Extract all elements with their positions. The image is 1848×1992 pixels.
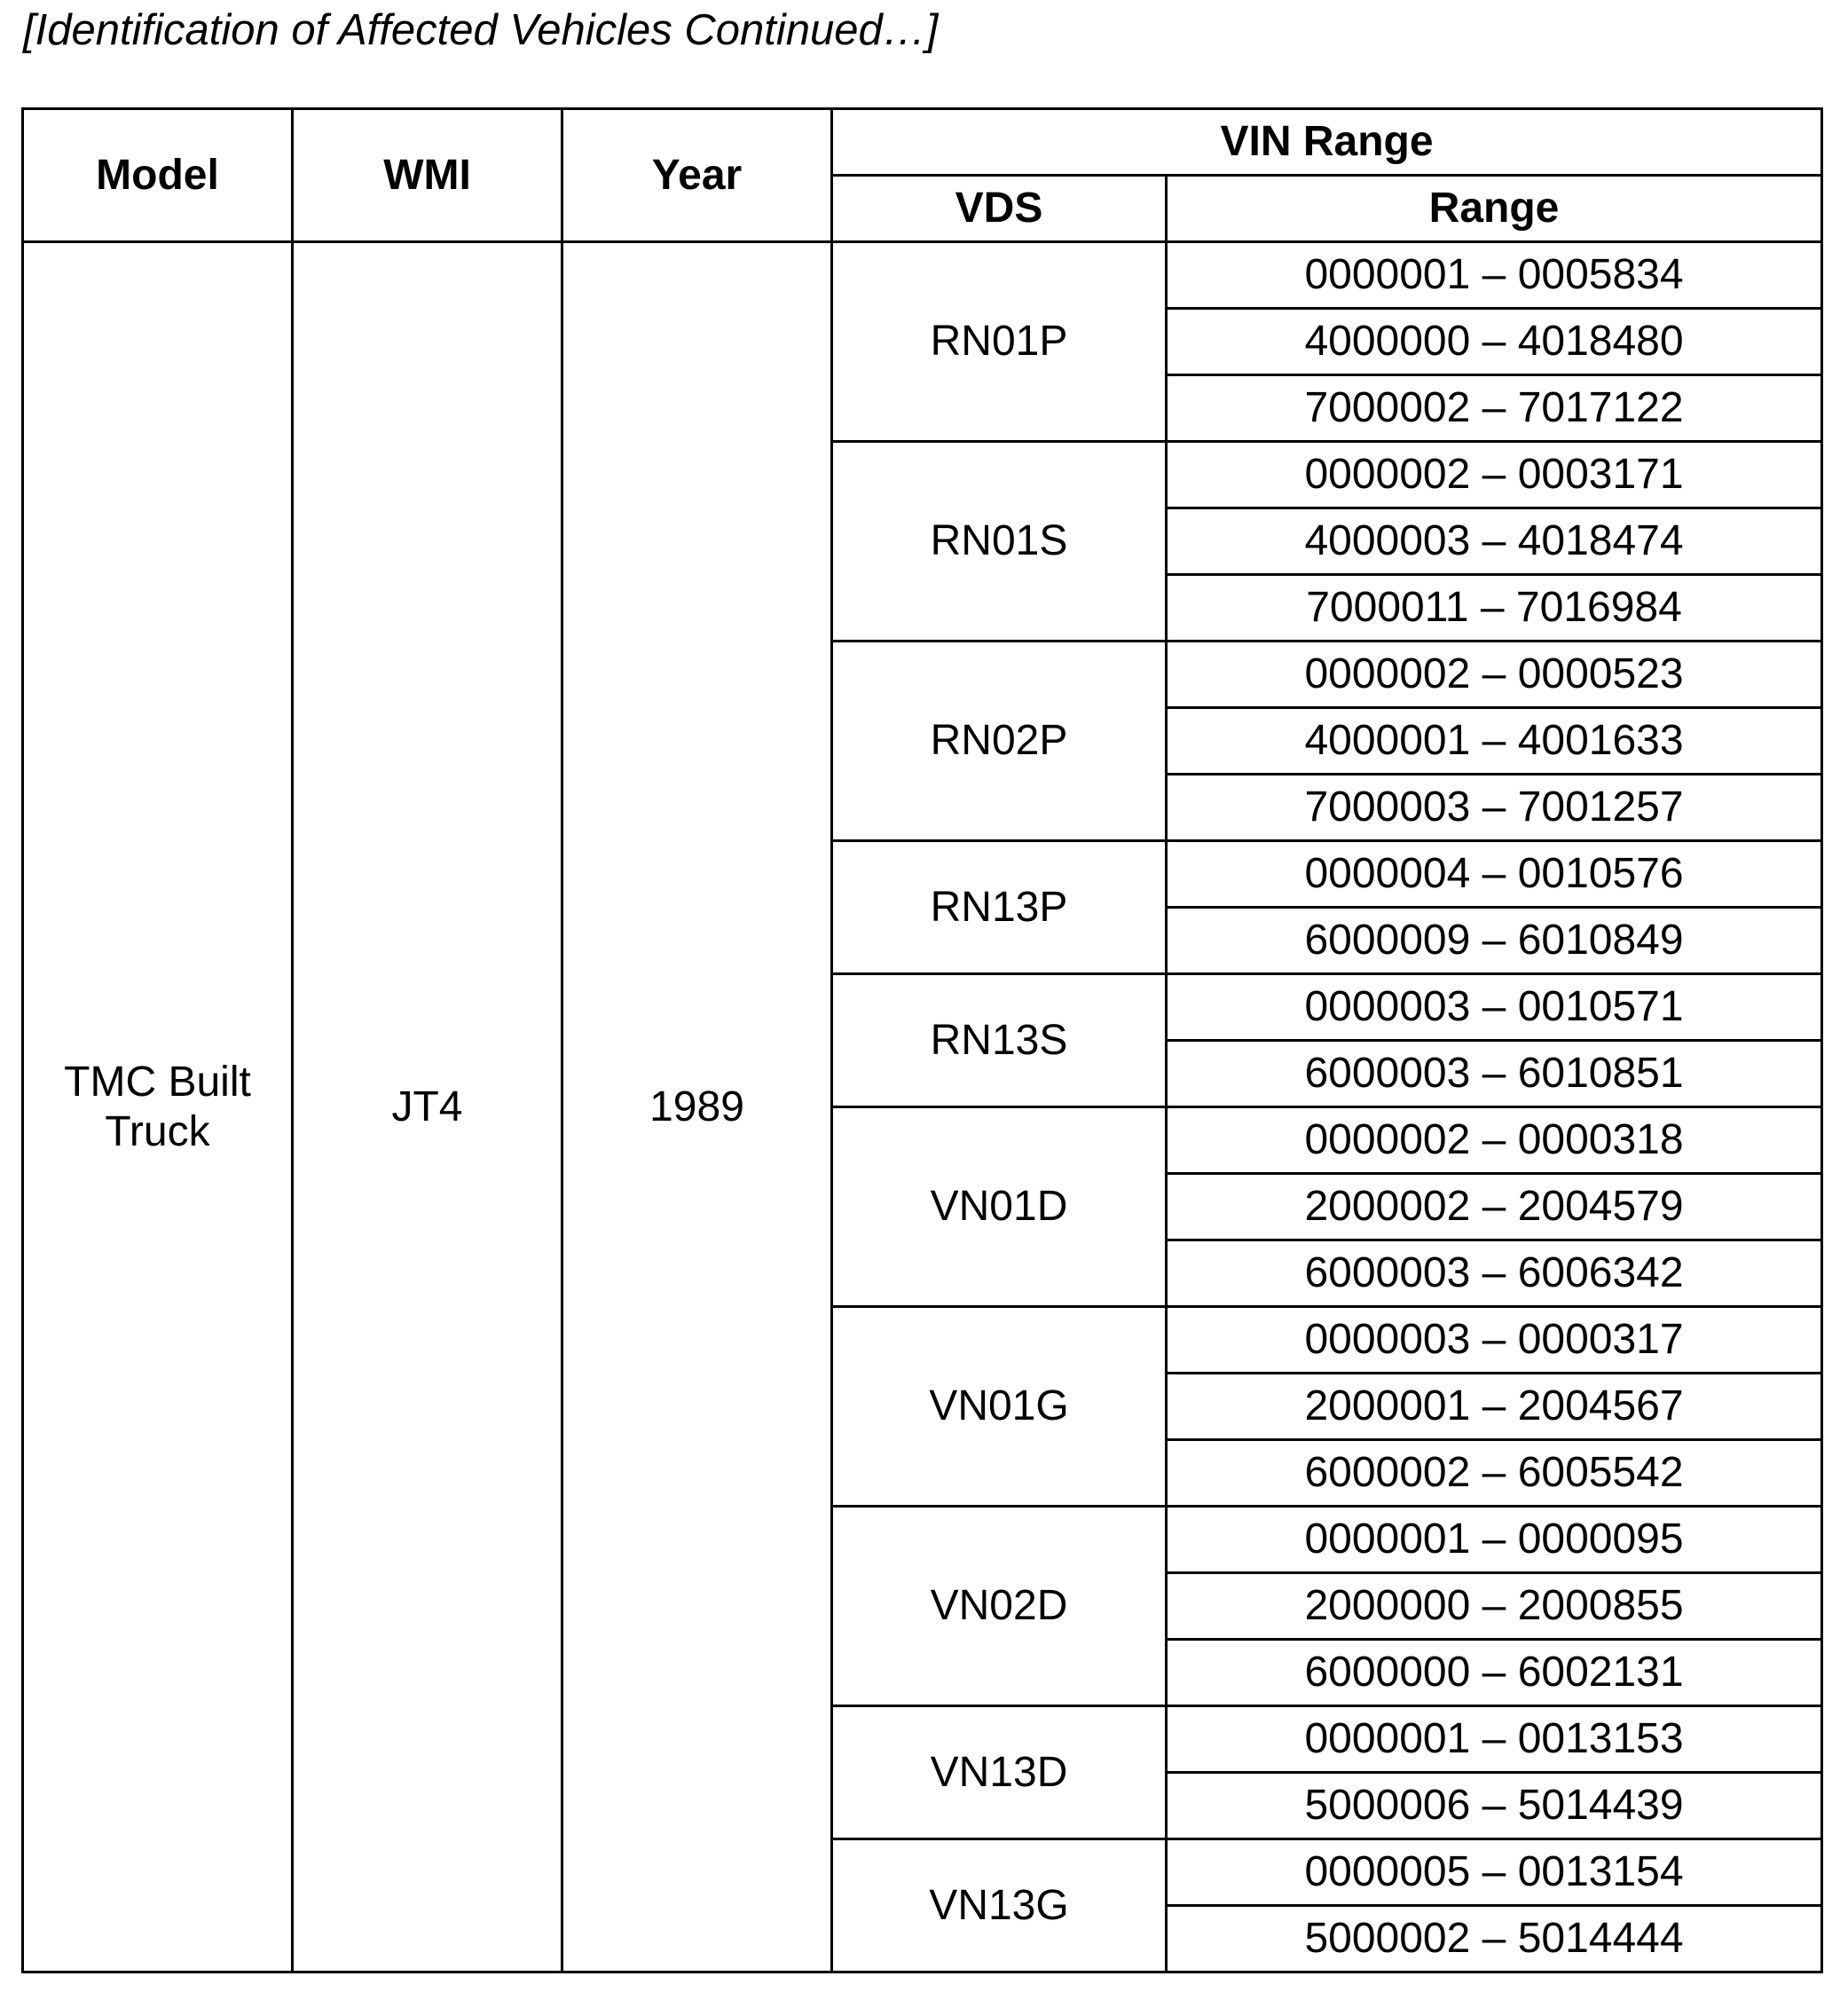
vds-cell: RN01S [832,442,1167,642]
range-cell: 4000003 – 4018474 [1167,508,1822,575]
range-cell: 0000005 – 0013154 [1167,1839,1822,1906]
range-cell: 0000002 – 0000523 [1167,642,1822,708]
vds-cell: VN02D [832,1507,1167,1706]
header-wmi: WMI [293,109,562,242]
range-cell: 7000003 – 7001257 [1167,775,1822,841]
header-year: Year [562,109,832,242]
range-cell: 6000000 – 6002131 [1167,1640,1822,1706]
range-cell: 6000003 – 6010851 [1167,1041,1822,1107]
range-cell: 2000002 – 2004579 [1167,1174,1822,1240]
continued-caption: [Identification of Affected Vehicles Continued…] [23,6,939,54]
wmi-cell: JT4 [293,242,562,1972]
range-cell: 7000011 – 7016984 [1167,575,1822,642]
range-cell: 4000000 – 4018480 [1167,309,1822,375]
range-cell: 0000001 – 0013153 [1167,1706,1822,1773]
header-row-top [23,109,1822,176]
range-cell: 0000003 – 0000317 [1167,1307,1822,1374]
vds-cell: RN13S [832,974,1167,1107]
year-cell: 1989 [562,242,832,1972]
vds-cell: VN01G [832,1307,1167,1507]
vds-cell: VN13D [832,1706,1167,1839]
range-cell: 0000001 – 0005834 [1167,242,1822,309]
vds-cell: RN13P [832,841,1167,974]
header-vds: VDS [832,176,1167,242]
header-range: Range [1167,176,1822,242]
range-cell: 5000006 – 5014439 [1167,1773,1822,1839]
table-row [23,242,1822,309]
range-cell: 2000000 – 2000855 [1167,1573,1822,1640]
vds-cell: VN13G [832,1839,1167,1972]
vds-cell: VN01D [832,1107,1167,1307]
range-cell: 6000002 – 6005542 [1167,1440,1822,1507]
table-body [23,242,1822,1972]
range-cell: 0000004 – 0010576 [1167,841,1822,908]
range-cell: 0000003 – 0010571 [1167,974,1822,1041]
affected-vehicles-table [21,107,1823,1973]
range-cell: 5000002 – 5014444 [1167,1906,1822,1972]
range-cell: 0000002 – 0000318 [1167,1107,1822,1174]
model-cell: TMC Built Truck [23,242,293,1972]
range-cell: 2000001 – 2004567 [1167,1374,1822,1440]
range-cell: 6000003 – 6006342 [1167,1240,1822,1307]
header-model: Model [23,109,293,242]
range-cell: 0000002 – 0003171 [1167,442,1822,508]
header-vin-range: VIN Range [832,109,1822,176]
range-cell: 0000001 – 0000095 [1167,1507,1822,1573]
range-cell: 6000009 – 6010849 [1167,908,1822,974]
vds-cell: RN02P [832,642,1167,841]
range-cell: 7000002 – 7017122 [1167,375,1822,442]
range-cell: 4000001 – 4001633 [1167,708,1822,775]
vds-cell: RN01P [832,242,1167,442]
